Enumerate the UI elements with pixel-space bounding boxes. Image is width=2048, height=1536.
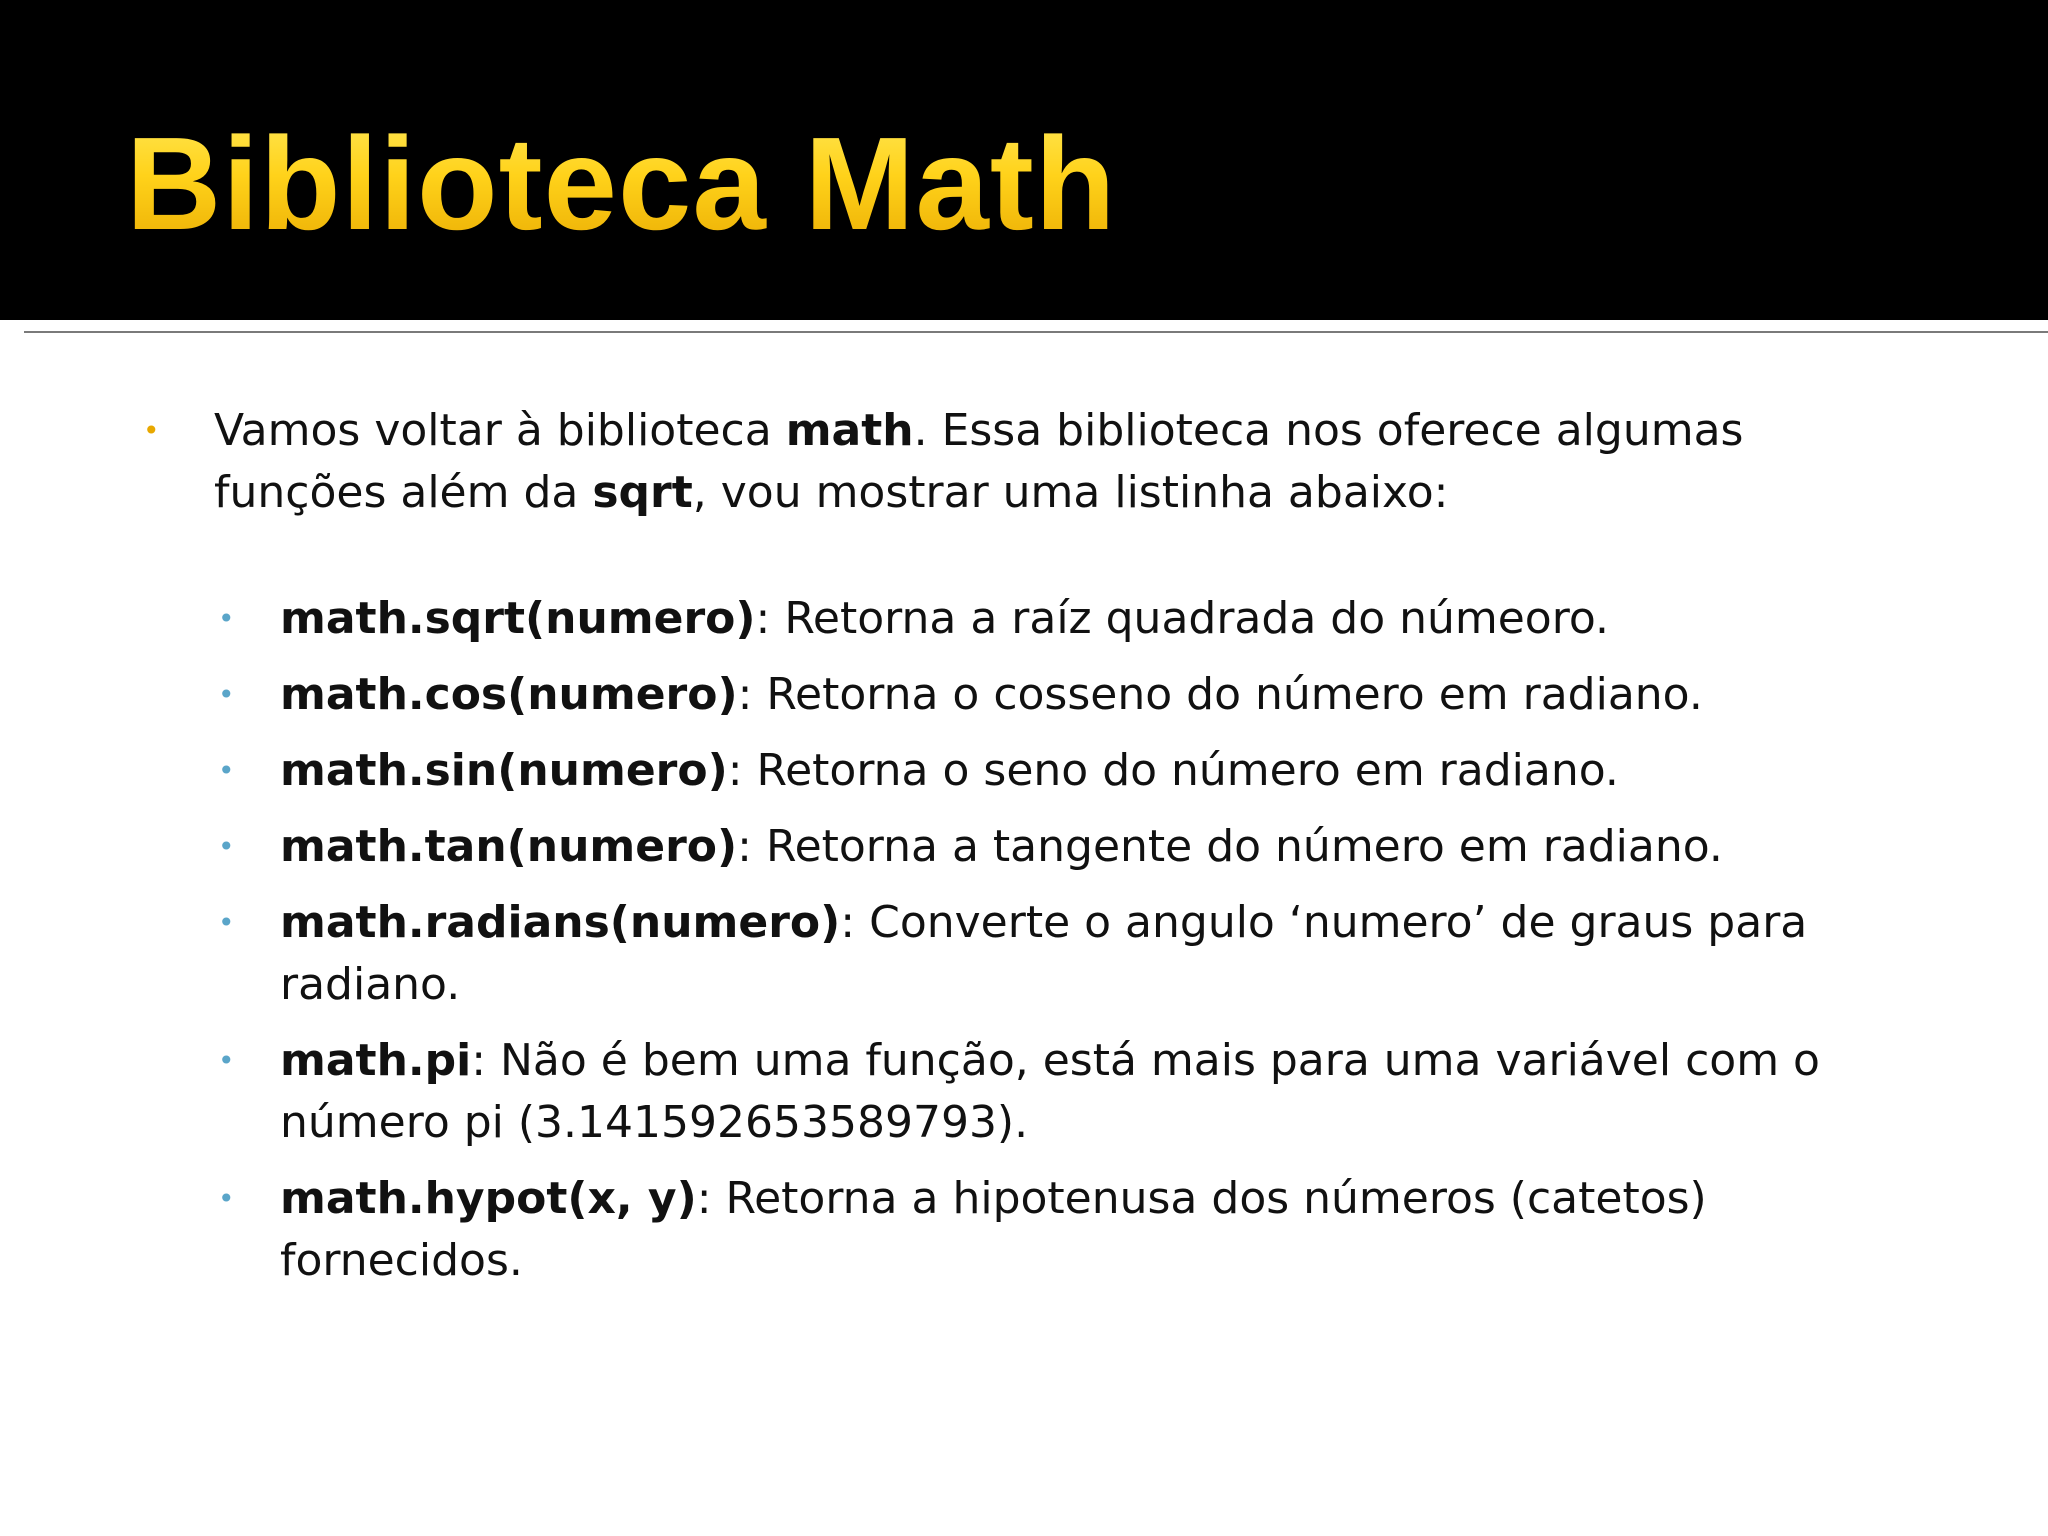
title-divider	[24, 331, 2048, 333]
function-name: math.pi	[280, 1035, 472, 1086]
list-item	[0, 664, 2048, 726]
intro-bold-sqrt: sqrt	[592, 467, 693, 518]
sub-bullet-icon: •	[218, 906, 235, 939]
sub-bullet-icon: •	[218, 1044, 235, 1077]
function-description: : Retorna o seno do número em radiano.	[727, 745, 1619, 796]
list-item	[0, 1168, 2048, 1292]
function-description: : Converte o angulo ‘numero’ de graus para radiano.	[280, 897, 1808, 1010]
function-description: : Retorna a hipotenusa dos números (catetos) fornecidos.	[280, 1173, 1707, 1286]
sub-bullet-icon: •	[218, 830, 235, 863]
list-item	[0, 740, 2048, 802]
function-list	[0, 588, 2048, 1292]
slide-content	[0, 400, 2048, 1306]
list-item	[0, 816, 2048, 878]
intro-text-3: , vou mostrar uma listinha abaixo:	[692, 467, 1449, 518]
main-bullet-icon: •	[143, 414, 160, 447]
function-description: : Retorna a tangente do número em radiano.	[737, 821, 1723, 872]
intro-paragraph	[0, 400, 2048, 524]
list-item	[0, 1030, 2048, 1154]
slide-title: Biblioteca Math	[126, 104, 1116, 264]
function-name: math.tan(numero)	[280, 821, 738, 872]
sub-bullet-icon: •	[218, 602, 235, 635]
list-item	[0, 588, 2048, 650]
function-description: : Retorna o cosseno do número em radiano.	[737, 669, 1703, 720]
title-bar	[0, 0, 2048, 320]
function-name: math.cos(numero)	[280, 669, 738, 720]
intro-text-1: Vamos voltar à biblioteca	[214, 405, 786, 456]
intro-bold-math: math	[785, 405, 914, 456]
function-name: math.radians(numero)	[280, 897, 841, 948]
function-name: math.hypot(x, y)	[280, 1173, 697, 1224]
sub-bullet-icon: •	[218, 1182, 235, 1215]
intro-text-2: . Essa biblioteca nos oferece algumas funções além da	[214, 405, 1744, 518]
function-description: : Não é bem uma função, está mais para uma variável com o número pi (3.141592653589793).	[280, 1035, 1820, 1148]
function-description: : Retorna a raíz quadrada do númeoro.	[755, 593, 1609, 644]
sub-bullet-icon: •	[218, 754, 235, 787]
function-name: math.sqrt(numero)	[280, 593, 756, 644]
function-name: math.sin(numero)	[280, 745, 728, 796]
sub-bullet-icon: •	[218, 678, 235, 711]
list-item	[0, 892, 2048, 1016]
